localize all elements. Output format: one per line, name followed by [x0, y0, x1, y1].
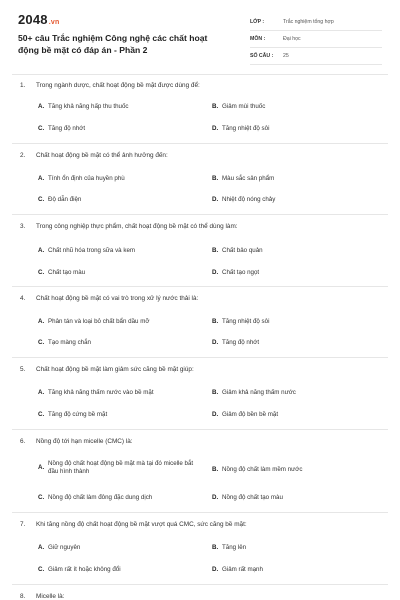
meta-row-class [250, 14, 382, 31]
option-c[interactable]: C. Tăng độ nhớt [38, 125, 86, 132]
meta-row-count [250, 48, 382, 65]
question-divider [12, 286, 388, 287]
option-b[interactable]: B. Tăng lên [212, 544, 247, 551]
option-d[interactable]: D. Tăng độ nhớt [212, 339, 260, 346]
option-d[interactable]: D. Giảm rất mạnh [212, 566, 263, 573]
question-text: 7. Khi tăng nồng độ chất hoạt động bề mặt vượt quá CMC, sức căng bề mặt: [20, 521, 247, 528]
question-text: 4. Chất hoạt động bề mặt có vai trò trong xử lý nước thải là: [20, 295, 199, 302]
question-divider [12, 357, 388, 358]
option-d[interactable]: D. Giảm độ bền bề mặt [212, 411, 279, 418]
question-divider [12, 584, 388, 585]
option-b[interactable]: B. Nồng độ chất làm mềm nước [212, 466, 303, 473]
question-divider [12, 214, 388, 215]
option-d[interactable]: D. Tăng nhiệt độ sôi [212, 125, 270, 132]
option-b[interactable]: B. Màu sắc sản phẩm [212, 175, 275, 182]
meta-value: 25 [283, 53, 289, 59]
question-text: 2. Chất hoạt động bề mặt có thể ảnh hưởng đến: [20, 152, 168, 159]
page-title: 50+ câu Trắc nghiệm Công nghệ các chất hoạt động bề mặt có đáp án - Phần 2 [18, 33, 208, 55]
logo-main: 2048 [18, 12, 48, 27]
meta-key: SỐ CÂU : [250, 53, 274, 59]
option-c[interactable]: C. Tạo màng chắn [38, 339, 91, 346]
option-b[interactable]: B. Giảm khả năng thấm nước [212, 389, 296, 396]
header-divider [12, 74, 388, 75]
option-d[interactable]: D. Chất tạo ngọt [212, 269, 260, 276]
meta-value: Trắc nghiệm tổng hợp [283, 19, 334, 25]
option-a[interactable]: A. Giữ nguyên [38, 544, 81, 551]
option-a[interactable]: A. Tăng khả năng hấp thu thuốc [38, 103, 129, 110]
option-a[interactable]: A.Nồng độ chất hoạt động bề mặt mà tại đó micelle bắt đầu hình thành [38, 460, 194, 476]
question-text: 6. Nồng độ tới hạn micelle (CMC) là: [20, 438, 133, 445]
question-divider [12, 143, 388, 144]
question-text: 3. Trong công nghiệp thực phẩm, chất hoạt động bề mặt có thể dùng làm: [20, 223, 238, 230]
question-text: 1. Trong ngành dược, chất hoạt động bề mặt được dùng để: [20, 82, 200, 89]
option-d[interactable]: D. Nhiệt độ nóng chảy [212, 196, 276, 203]
option-c[interactable]: C. Tăng độ cứng bề mặt [38, 411, 108, 418]
meta-key: LỚP : [250, 19, 265, 25]
meta-key: MÔN : [250, 36, 266, 42]
option-d[interactable]: D. Nồng độ chất tạo màu [212, 494, 283, 501]
option-b[interactable]: B. Giảm mùi thuốc [212, 103, 266, 110]
meta-row-subject [250, 31, 382, 48]
option-c[interactable]: C. Độ dẫn điện [38, 196, 82, 203]
site-logo[interactable] [18, 12, 59, 27]
question-divider [12, 512, 388, 513]
question-divider [12, 429, 388, 430]
option-a[interactable]: A. Tăng khả năng thấm nước vào bề mặt [38, 389, 154, 396]
meta-info [250, 14, 382, 65]
option-a[interactable]: A. Chất nhũ hóa trong sữa và kem [38, 247, 136, 254]
option-c[interactable]: C. Nồng độ chất làm đông đặc dung dịch [38, 494, 153, 501]
question-text: 8. Micelle là: [20, 593, 65, 600]
logo-suffix: .vn [48, 19, 60, 26]
option-b[interactable]: B. Chất bảo quản [212, 247, 263, 254]
question-text: 5. Chất hoạt động bề mặt làm giảm sức căng bề mặt giúp: [20, 366, 194, 373]
option-a[interactable]: A. Phân tán và loại bỏ chất bẩn dầu mỡ [38, 318, 150, 325]
header [0, 0, 400, 70]
option-b[interactable]: B. Tăng nhiệt độ sôi [212, 318, 270, 325]
option-c[interactable]: C. Giảm rất ít hoặc không đổi [38, 566, 121, 573]
option-a[interactable]: A. Tính ổn định của huyền phù [38, 175, 125, 182]
meta-value: Đại học [283, 36, 301, 42]
option-c[interactable]: C. Chất tạo màu [38, 269, 86, 276]
